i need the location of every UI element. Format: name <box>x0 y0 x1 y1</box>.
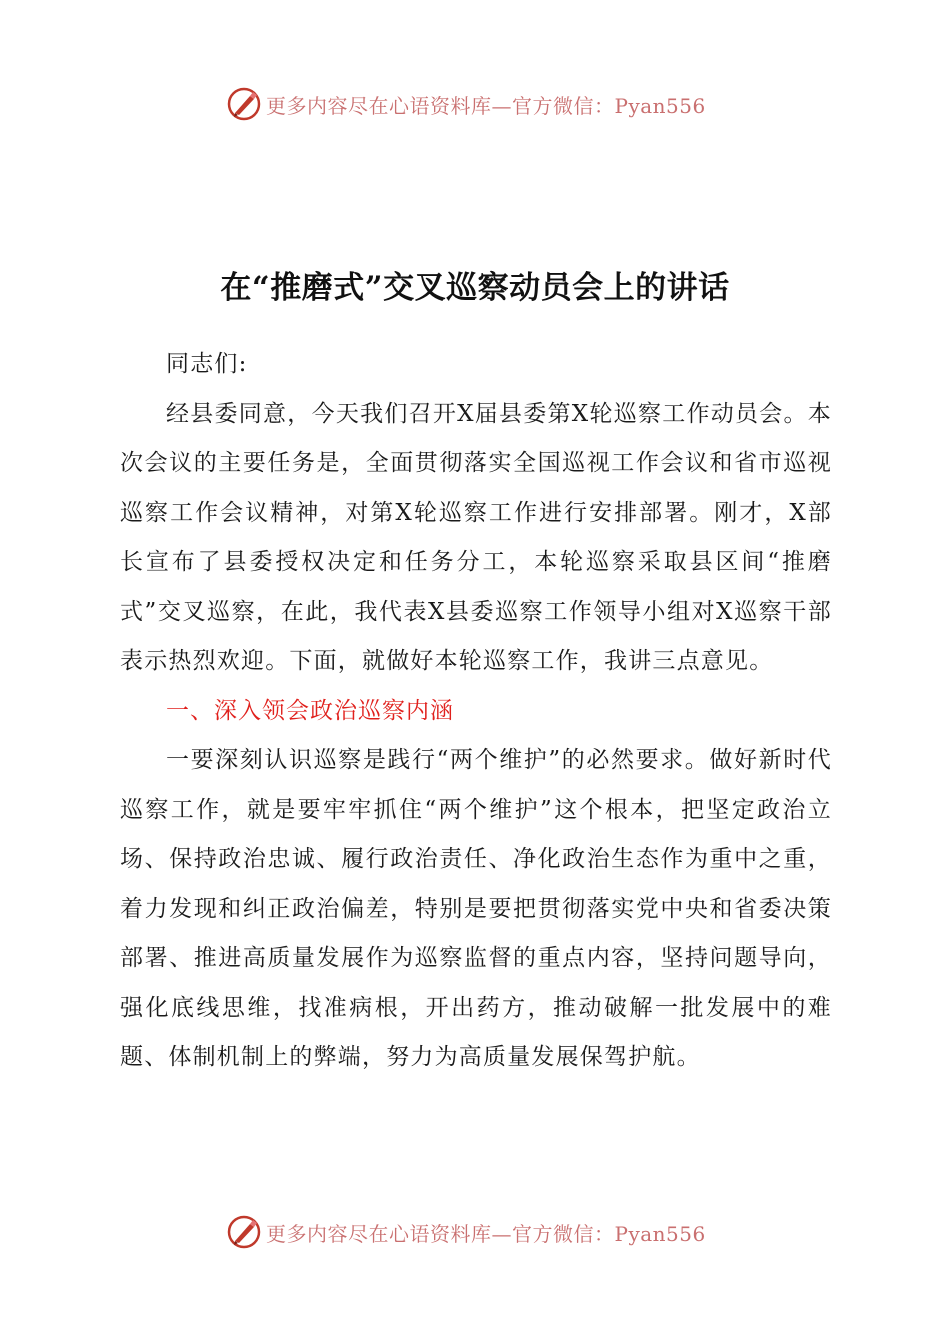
document-title: 在“推磨式”交叉巡察动员会上的讲话 <box>220 270 730 306</box>
greeting: 同志们: <box>166 351 248 377</box>
footer-watermark <box>226 1212 746 1252</box>
pen-in-circle-logo <box>226 86 262 122</box>
header-watermark <box>226 84 746 124</box>
pen-in-circle-logo <box>226 1214 262 1250</box>
document-body <box>120 340 832 1083</box>
watermark-text: 更多内容尽在心语资料库—官方微信：Pyan556 <box>266 93 706 118</box>
section-heading: 一、深入领会政治巡察内涵 <box>166 697 454 724</box>
section-paragraph: 一要深刻认识巡察是践行“两个维护”的必然要求。做好新时代巡察工作，就是要牢牢抓住“两个维护”这个根本，把坚定政治立场、保持政治忠诚、履行政治责任、净化政治生态作为重中之重，着力发现和纠正政治偏差，特别是要把贯彻落实党中央和省委决策部署、推进高质量发展作为巡察监督的重点内容，坚持问题导向，强化底线思维，找准病根，开出药方，推动破解一批发展中的难题、体制机制上的弊端，努力为高质量发展保驾护航。 <box>120 747 832 1070</box>
watermark-text: 更多内容尽在心语资料库—官方微信：Pyan556 <box>266 1221 706 1246</box>
intro-paragraph: 经县委同意，今天我们召开X届县委第X轮巡察工作动员会。本次会议的主要任务是，全面贯彻落实全国巡视工作会议和省市巡视巡察工作会议精神，对第X轮巡察工作进行安排部署。刚才，X部长宣布了县委授权决定和任务分工，本轮巡察采取县区间“推磨式”交叉巡察，在此，我代表X县委巡察工作领导小组对X巡察干部表示热烈欢迎。下面，就做好本轮巡察工作，我讲三点意见。 <box>120 400 832 674</box>
